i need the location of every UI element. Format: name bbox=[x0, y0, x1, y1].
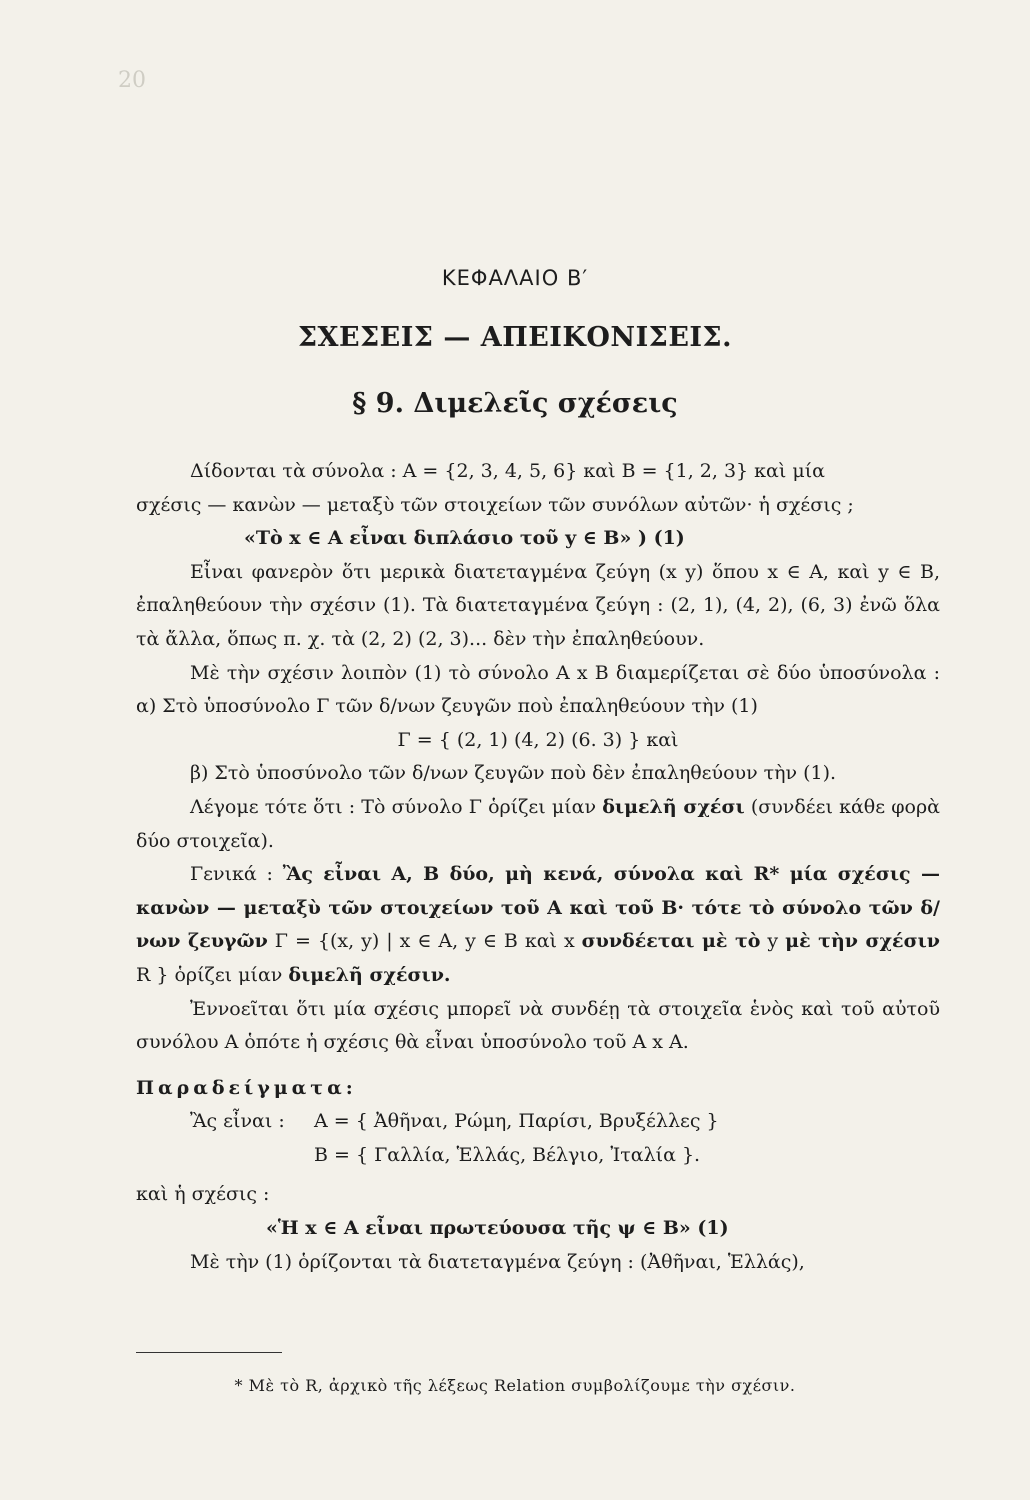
example-relation-intro: καὶ ἡ σχέσις : bbox=[136, 1183, 270, 1206]
example-set-b: Β = { Γαλλία, Ἑλλάς, Βέλγιο, Ἰταλία }. bbox=[314, 1143, 701, 1166]
example-set-a: Α = { Ἀθῆναι, Ρώμη, Παρίσι, Βρυξέλλες } bbox=[314, 1110, 719, 1133]
chapter-title: ΣΧΕΣΕΙΣ — ΑΠΕΙΚΟΝΙΣΕΙΣ. bbox=[297, 322, 733, 353]
relation-statement: «Τὸ x ∈ Α εἶναι διπλάσιο τοῦ y ∈ Β» ) (1) bbox=[244, 527, 685, 550]
paragraph-3: Μὲ τὴν σχέσιν λοιπὸν (1) τὸ σύνολο Α x Β διαμερίζεται σὲ δύο ὑποσύνολα : α) Στὸ ὑποσύνολο Γ τῶν δ/νων ζευγῶν ποὺ ἐπαληθεύουν τὴν (1) bbox=[136, 661, 940, 718]
chapter-heading: ΚΕΦΑΛΑΙΟ Β′ bbox=[441, 266, 589, 290]
body-text bbox=[136, 455, 940, 1279]
section-heading: § 9. Διμελεῖς σχέσεις bbox=[352, 388, 678, 419]
set-gamma: Γ = { (2, 1) (4, 2) (6. 3) } καὶ bbox=[397, 728, 679, 751]
paragraph-2: Εἶναι φανερὸν ὅτι μερικὰ διατεταγμένα ζεύγη (x y) ὅπου x ∈ Α, καὶ y ∈ Β, ἐπαληθεύουν τὴν σχέσιν (1). Τὰ διατεταγμένα ζεύγη : (2, 1), (4, 2), (6, 3) ἐνῶ ὅλα τὰ ἄλλα, ὅπως π. χ. τὰ (2, 2) (2, 3)... δὲν τὴν ἐπαληθεύουν. bbox=[136, 560, 940, 650]
paragraph-1-line-2: σχέσις — κανὼν — μεταξὺ τῶν στοιχείων τῶν συνόλων αὐτῶν· ἡ σχέσις ; bbox=[136, 493, 854, 516]
paragraph-4: β) Στὸ ὑποσύνολο τῶν δ/νων ζευγῶν ποὺ δὲν ἐπαληθεύουν τὴν (1). bbox=[190, 762, 837, 785]
paragraph-7: Ἐννοεῖται ὅτι μία σχέσις μπορεῖ νὰ συνδέῃ τὰ στοιχεῖα ἑνὸς καὶ τοῦ αὐτοῦ συνόλου Α ὁπότε ἡ σχέσις θὰ εἶναι ὑποσύνολο τοῦ Α x Α. bbox=[136, 997, 940, 1054]
paragraph-5: Λέγομε τότε ὅτι : Τὸ σύνολο Γ ὁρίζει μίαν διμελῆ σχέσι (συνδέει κάθε φορὰ δύο στοιχεῖα). bbox=[136, 795, 940, 852]
definition-paragraph: Γενικά : Ἂς εἶναι Α, Β δύο, μὴ κενά, σύνολα καὶ R* μία σχέσις — κανὼν — μεταξὺ τῶν στοιχείων τοῦ Α καὶ τοῦ Β· τότε τὸ σύνολο τῶν δ/νων ζευγῶν Γ = {(x, y) | x ∈ Α, y ∈ Β καὶ x συνδέεται μὲ τὸ y μὲ τὴν σχέσιν R } ὁρίζει μίαν διμελῆ σχέσιν. bbox=[136, 863, 940, 986]
examples-heading: Παραδείγματα: bbox=[136, 1076, 357, 1099]
term-dimeli-schesi: διμελῆ σχέσι bbox=[602, 795, 745, 818]
paragraph-1-line-1: Δίδονται τὰ σύνολα : Α = {2, 3, 4, 5, 6} καὶ Β = {1, 2, 3} καὶ μία bbox=[190, 460, 825, 482]
example-sets bbox=[136, 1105, 940, 1172]
example-last-line: Μὲ τὴν (1) ὁρίζονται τὰ διατεταγμένα ζεύγη : (Ἀθῆναι, Ἑλλάς), bbox=[190, 1250, 805, 1273]
example-relation: «Ἡ x ∈ Α εἶναι πρωτεύουσα τῆς ψ ∈ Β» (1) bbox=[266, 1217, 729, 1240]
ghost-page-number: 20 bbox=[118, 68, 146, 93]
footnote-rule bbox=[136, 1352, 282, 1353]
example-intro: Ἂς εἶναι : bbox=[190, 1110, 285, 1133]
footnote: * Μὲ τὸ R, ἀρχικὸ τῆς λέξεως Relation συμβολίζουμε τὴν σχέσιν. bbox=[234, 1376, 796, 1395]
